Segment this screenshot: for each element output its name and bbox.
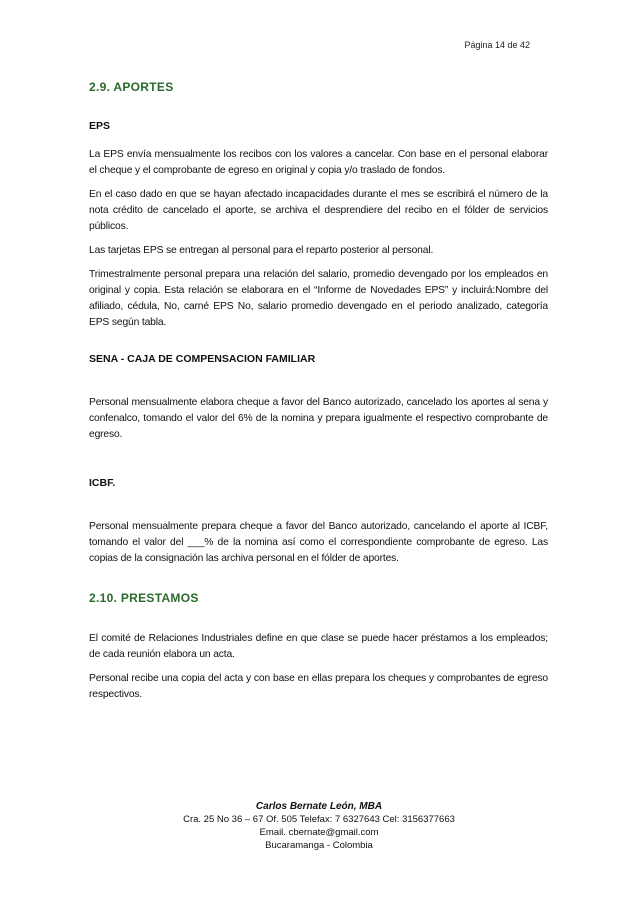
prestamos-paragraph-2: Personal recibe una copia del acta y con base en ellas prepara los cheques y comprobantes de egreso respectivos. bbox=[89, 673, 548, 700]
document-body bbox=[89, 80, 548, 703]
footer-email: Email. cbernate@gmail.com bbox=[259, 827, 379, 838]
page-number: Página 14 de 42 bbox=[464, 40, 530, 50]
footer-address: Cra. 25 No 36 – 67 Of. 505 Telefax: 7 6327643 Cel: 3156377663 bbox=[183, 814, 455, 825]
footer-city: Bucaramanga - Colombia bbox=[265, 840, 373, 851]
subsection-title-sena: SENA - CAJA DE COMPENSACION FAMILIAR bbox=[89, 353, 316, 365]
footer-name: Carlos Bernate León, MBA bbox=[255, 801, 383, 812]
section-title-prestamos: 2.10. PRESTAMOS bbox=[89, 591, 199, 605]
subsection-title-icbf: ICBF. bbox=[89, 477, 116, 489]
subsection-title-eps: EPS bbox=[89, 120, 111, 132]
section-title-aportes: 2.9. APORTES bbox=[89, 80, 174, 94]
eps-paragraph-3: Las tarjetas EPS se entregan al personal para el reparto posterior al personal. bbox=[89, 245, 434, 256]
icbf-paragraph-1: Personal mensualmente prepara cheque a favor del Banco autorizado, cancelando el aporte al ICBF, tomando el valor del ___% de la nomina así como el correspondiente comprobante de egreso. Las copias de la consignación las archiva personal en el fólder de aportes. bbox=[89, 521, 548, 564]
prestamos-paragraph-1: El comité de Relaciones Industriales define en que clase se puede hacer préstamos a los empleados; de cada reunión elabora un acta. bbox=[89, 633, 548, 660]
sena-paragraph-1: Personal mensualmente elabora cheque a favor del Banco autorizado, cancelado los aportes al sena y confenalco, tomando el valor del 6% de la nomina y prepara igualmente el respectivo comprobante de egreso. bbox=[89, 397, 548, 440]
eps-paragraph-2: En el caso dado en que se hayan afectado incapacidades durante el mes se escribirá el número de la nota crédito de cancelado el aporte, se archiva el desprendiere del recibo en el fólder de servicios públicos. bbox=[89, 189, 548, 232]
eps-paragraph-4: Trimestralmente personal prepara una relación del salario, promedio devengado por los empleados en original y copia. Esta relación se elaborara en el “Informe de Novedades EPS” y incluirá:Nombre del afiliado, cédula, No, carné EPS No, salario promedio devengado en el periodo analizado, categoría EPS según tabla. bbox=[89, 269, 548, 328]
eps-paragraph-1: La EPS envía mensualmente los recibos con los valores a cancelar. Con base en el personal elaborar el cheque y el comprobante de egreso en original y copia y/o traslado de fondos. bbox=[89, 149, 548, 176]
footer bbox=[0, 800, 638, 852]
